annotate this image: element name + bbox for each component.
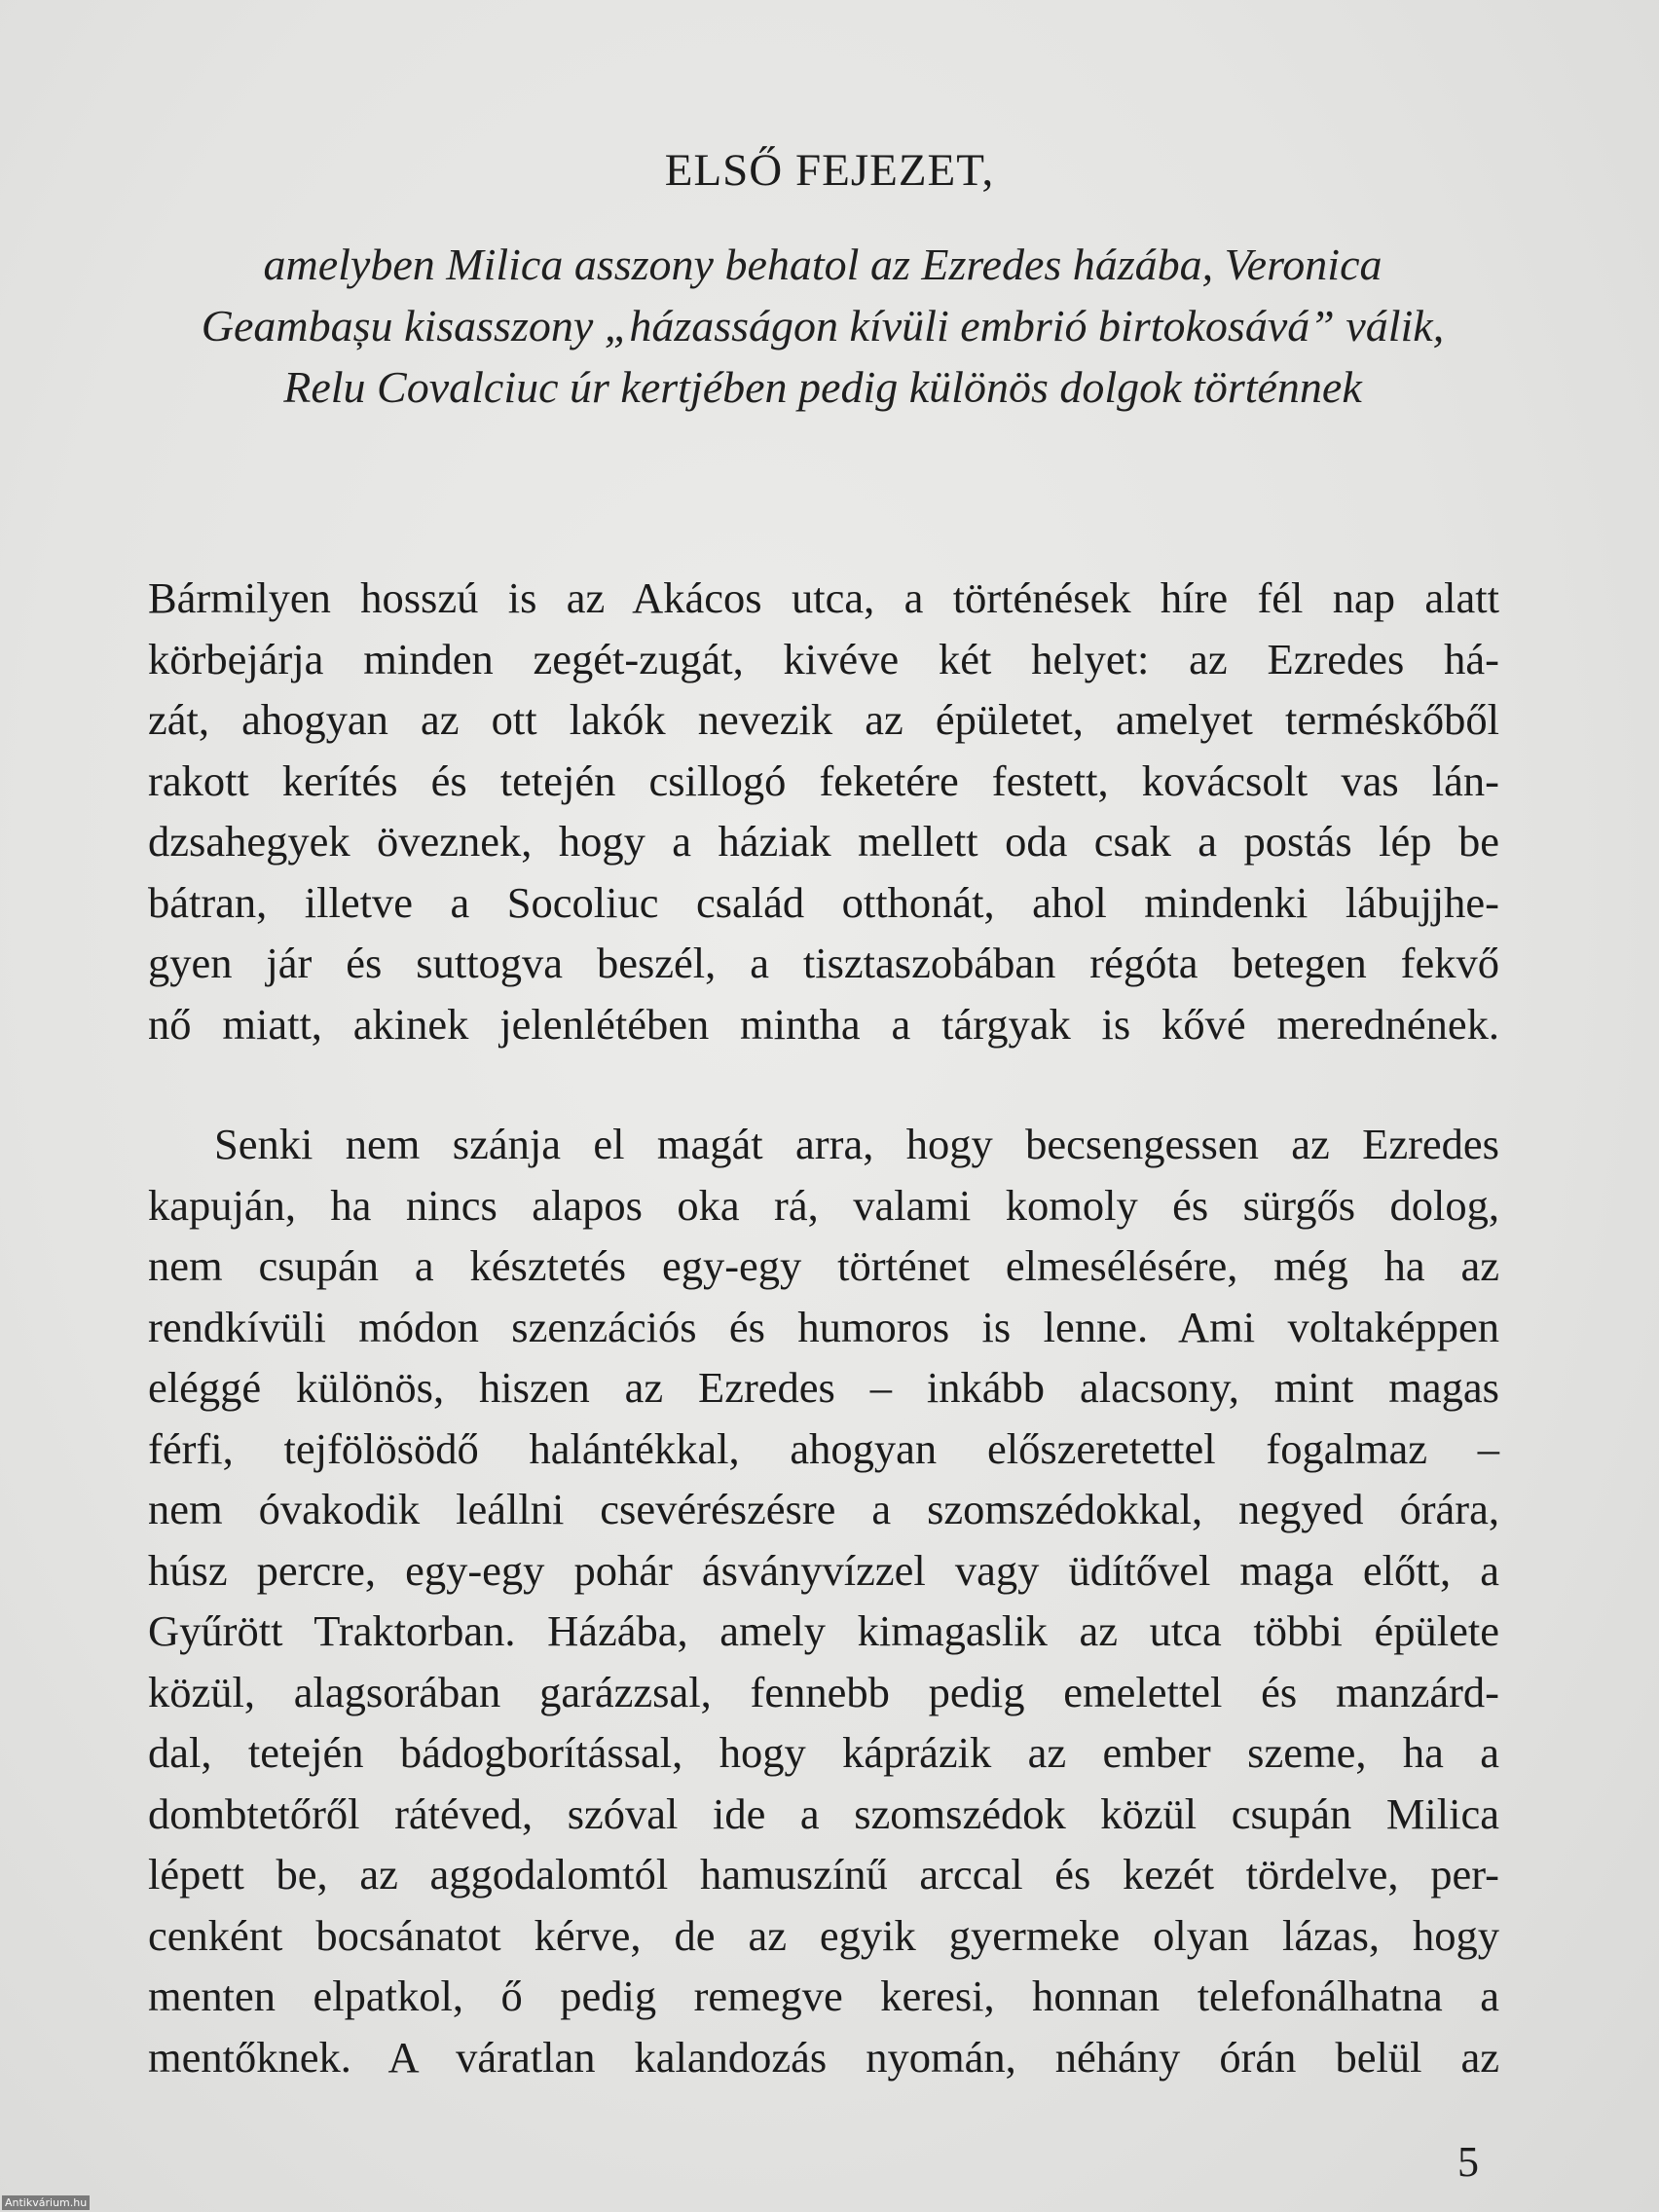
text-line: Gyűrött Traktorban. Házába, amely kimagaslik az utca többi épülete [148,1606,1499,1655]
text-line: férfi, tejfölösödő halántékkal, ahogyan előszeretettel fogalmaz – [148,1423,1499,1473]
text-line: rakott kerítés és tetején csillogó feketére festett, kovácsolt vas lán- [148,756,1499,805]
text-line: kapuján, ha nincs alapos oka rá, valami komoly és sürgős dolog, [148,1180,1499,1230]
text-line: körbejárja minden zegét-zugát, kivéve két helyet: az Ezredes há- [148,634,1499,683]
watermark: Antikvárium.hu [2,2195,90,2210]
text-line: dal, tetején bádogborítással, hogy káprázik az ember szeme, ha a [148,1728,1499,1777]
text-line: Bármilyen hosszú is az Akácos utca, a történések híre fél nap alatt [148,573,1499,622]
page-number: 5 [1457,2138,1479,2186]
subtitle-line: Relu Covalciuc úr kertjében pedig különös dolgok történnek [283,362,1362,412]
text-line: dombtetőről rátéved, szóval ide a szomszédok közül csupán Milica [148,1788,1499,1838]
text-line: gyen jár és suttogva beszél, a tisztaszobában régóta betegen fekvő [148,939,1499,987]
paragraph-2 [148,1114,1499,2087]
text-line: lépett be, az aggodalomtól hamuszínű arccal és kezét tördelve, per- [148,1850,1499,1899]
text-line: Senki nem szánja el magát arra, hogy becsengessen az Ezredes [214,1120,1499,1168]
text-line: húsz percre, egy-egy pohár ásványvízzel vagy üdítővel maga előtt, a [148,1545,1499,1595]
text-line: cenként bocsánatot kérve, de az egyik gyermeke olyan lázas, hogy [148,1910,1499,1960]
text-line: zát, ahogyan az ott lakók nevezik az épületet, amelyet terméskőből [148,695,1499,744]
chapter-title: ELSŐ FEJEZET, [664,145,995,196]
chapter-subtitle [146,234,1499,418]
text-line: közül, alagsorában garázzsal, fennebb pedig emelettel és manzárd- [148,1667,1499,1716]
text-line: nem csupán a késztetés egy-egy történet elmesélésére, még ha az [148,1241,1499,1290]
text-line: mentőknek. A váratlan kalandozás nyomán, néhány órán belül az [148,2032,1499,2082]
text-line: rendkívüli módon szenzációs és humoros is lenne. Ami voltaképpen [148,1302,1499,1351]
text-line: eléggé különös, hiszen az Ezredes – inkább alacsony, mint magas [148,1363,1499,1412]
subtitle-line: Geambașu kisasszony „házasságon kívüli embrió birtokosává” válik, [201,301,1445,350]
subtitle-line: amelyben Milica asszony behatol az Ezredes házába, Veronica [263,240,1382,289]
text-line: nem óvakodik leállni csevérészésre a szomszédokkal, negyed órára, [148,1485,1499,1533]
text-line: nő miatt, akinek jelenlétében mintha a tárgyak is kővé merednének. [148,999,1499,1049]
text-line: dzsahegyek öveznek, hogy a háziak mellett oda csak a postás lép be [148,817,1499,866]
paragraph-1 [148,568,1499,1054]
text-line: menten elpatkol, ő pedig remegve keresi, honnan telefonálhatna a [148,1972,1499,2020]
text-line: bátran, illetve a Socoliuc család otthonát, ahol mindenki lábujjhe- [148,877,1499,927]
